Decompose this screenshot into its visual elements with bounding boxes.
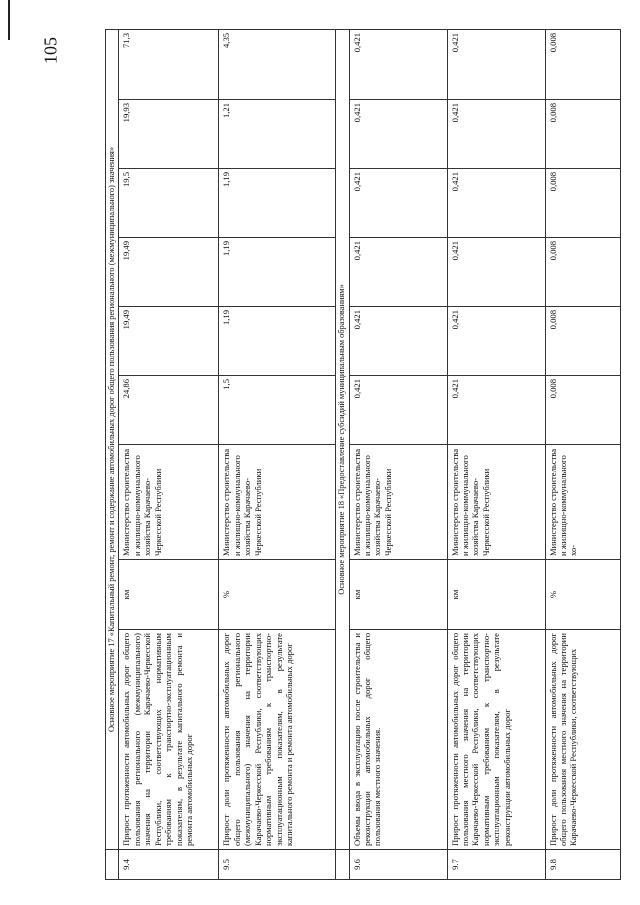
row-value: 1,19 xyxy=(219,238,336,307)
row-value: 0,421 xyxy=(349,376,447,445)
row-description: Прирост протяженности автомобильных дорог общего пользования регионального (межмуниципального) значения на территории Карачаево-Черкесской Республики, соответствующих нормативным требованиям к транспортно-эксплуатационным показателям, в результате капитального ремонта и ремонта автомобильных дорог xyxy=(119,630,219,850)
row-value: 0,421 xyxy=(447,100,545,169)
section-title-17: Основное мероприятие 17 «Капитальный ремонт, ремонт и содержание автомобильных дорог общего пользования регионального (межмуниципального) значения» xyxy=(106,29,119,849)
row-value: 1,19 xyxy=(219,169,336,238)
row-responsible: Министерство строительства и жилищно-коммунального хозяйства Карачаево-Черкесской Республики xyxy=(447,445,545,560)
row-value: 0,008 xyxy=(545,376,620,445)
row-unit: % xyxy=(219,560,336,630)
row-value: 0,421 xyxy=(349,169,447,238)
row-unit: % xyxy=(545,560,620,630)
row-value: 71,3 xyxy=(119,29,219,99)
row-value: 0,421 xyxy=(447,169,545,238)
row-unit: км xyxy=(119,560,219,630)
section-row-17 xyxy=(106,29,119,879)
row-value: 24,86 xyxy=(119,376,219,445)
row-value: 0,421 xyxy=(447,307,545,376)
row-value: 0,008 xyxy=(545,100,620,169)
row-value: 0,008 xyxy=(545,169,620,238)
row-value: 1,19 xyxy=(219,307,336,376)
rotated-table-container xyxy=(105,30,635,880)
table-row xyxy=(349,29,447,879)
row-value: 19,49 xyxy=(119,307,219,376)
row-value: 19,49 xyxy=(119,238,219,307)
row-number: 9.4 xyxy=(119,850,219,880)
row-number: 9.5 xyxy=(219,850,336,880)
row-value: 0,421 xyxy=(349,100,447,169)
row-description: Прирост доли протяженности автомобильных дорог общего пользования местного значения на территории Карачаево-Черкесской Республики, соответствующих xyxy=(545,630,620,850)
row-value: 1,5 xyxy=(219,376,336,445)
row-value: 0,421 xyxy=(447,238,545,307)
table-row xyxy=(119,29,219,879)
row-description: Прирост протяженности автомобильных дорог общего пользования местного значения на территории Карачаево-Черкесской Республики, соответствующих нормативным требованиям к транспортно-эксплуатационным показателям, в результате реконструкции автомобильных дорог xyxy=(447,630,545,850)
row-value: 19,5 xyxy=(119,169,219,238)
row-value: 4,35 xyxy=(219,29,336,99)
row-value: 0,008 xyxy=(545,238,620,307)
section-row-18 xyxy=(336,29,349,879)
row-value: 0,421 xyxy=(349,238,447,307)
row-unit: км xyxy=(349,560,447,630)
row-value: 19,93 xyxy=(119,100,219,169)
row-value: 0,421 xyxy=(447,376,545,445)
row-unit: км xyxy=(447,560,545,630)
row-value: 0,421 xyxy=(349,29,447,99)
row-description: Объемы ввода в эксплуатацию после строительства и реконструкции автомобильных дорог общего пользования местного значения. xyxy=(349,630,447,850)
section-title-18: Основное мероприятие 18 «Предоставление субсидий муниципальным образованиям» xyxy=(336,29,349,849)
table-row xyxy=(447,29,545,879)
row-value: 0,421 xyxy=(447,29,545,99)
margin-line xyxy=(0,0,10,40)
row-responsible: Министерство строительства и жилищно-коммунального хозяйства Карачаево-Черкесской Республики xyxy=(349,445,447,560)
row-responsible: Министерство строительства и жилищно-коммунального хо- xyxy=(545,445,620,560)
page-number: 105 xyxy=(40,37,61,64)
row-description: Прирост доли протяженности автомобильных дорог общего пользования регионального (межмуниципального) значения на территории Карачаево-Черкесской Республики, соответствующих нормативным требованиям к транспортно-эксплуатационным показателям, в результате капитального ремонта и ремонта автомобильных дорог xyxy=(219,630,336,850)
row-responsible: Министерство строительства и жилищно-коммунального хозяйства Карачаево-Черкесской Республики xyxy=(119,445,219,560)
row-number: 9.8 xyxy=(545,850,620,880)
table-row xyxy=(545,29,620,879)
row-number: 9.6 xyxy=(349,850,447,880)
row-value: 0,008 xyxy=(545,29,620,99)
row-value: 1,21 xyxy=(219,100,336,169)
table-row xyxy=(219,29,336,879)
row-number: 9.7 xyxy=(447,850,545,880)
row-value: 0,008 xyxy=(545,307,620,376)
indicators-table xyxy=(105,29,621,880)
row-responsible: Министерство строительства и жилищно-коммунального хозяйства Карачаево-Черкесской Республики xyxy=(219,445,336,560)
row-value: 0,421 xyxy=(349,307,447,376)
